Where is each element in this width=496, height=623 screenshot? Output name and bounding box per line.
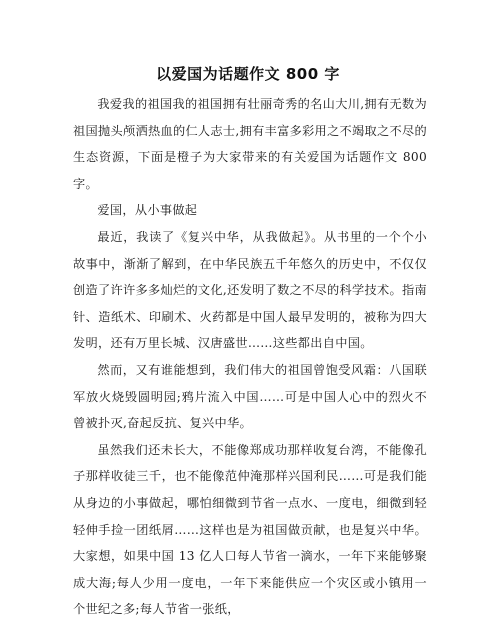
paragraph-history: 然而，又有谁能想到，我们伟大的祖国曾饱受风霜：八国联军放火烧毁圆明园;鸦片流入中国……可是中国人心中的烈火不曾被扑灭,奋起反抗、复兴中华。 xyxy=(73,362,427,431)
paragraph-intro: 我爱我的祖国我的祖国拥有壮丽奇秀的名山大川,拥有无数为祖国抛头颅洒热血的仁人志士,拥有丰富多彩用之不竭取之不尽的生态资源，下面是橙子为大家带来的有关爱国为话题作文 800 字。 xyxy=(73,97,427,191)
paragraph-small-things: 虽然我们还未长大，不能像郑成功那样收复台湾，不能像孔子那样收徒三千，也不能像范仲淹那样兴国利民……可是我们能从身边的小事做起，哪怕细微到节省一点水、一度电，细微到轻轻伸手捡一团纸屑……这样也是为祖国做贡献，也是复兴中华。大家想，如果中国 13 亿人口每人节省一滴水，一年下来能够聚成大海;每人少用一度电，一年下来能供应一个灾区或小镇用一个世纪之多;每人节省一张纸， xyxy=(73,442,427,617)
paragraph-reading: 最近，我读了《复兴中华，从我做起》。从书里的一个个小故事中，渐渐了解到，在中华民族五千年悠久的历史中，不仅仅创造了许许多多灿烂的文化,还发明了数之不尽的科学技术。指南针、造纸术、印刷术、火药都是中国人最早发明的，被称为四大发明，还有万里长城、汉唐盛世……这些都出自中国。 xyxy=(73,229,427,351)
document-title: 以爱国为话题作文 800 字 xyxy=(156,65,340,83)
document-body xyxy=(73,91,427,623)
paragraph-subheading: 爱国，从小事做起 xyxy=(97,203,198,218)
